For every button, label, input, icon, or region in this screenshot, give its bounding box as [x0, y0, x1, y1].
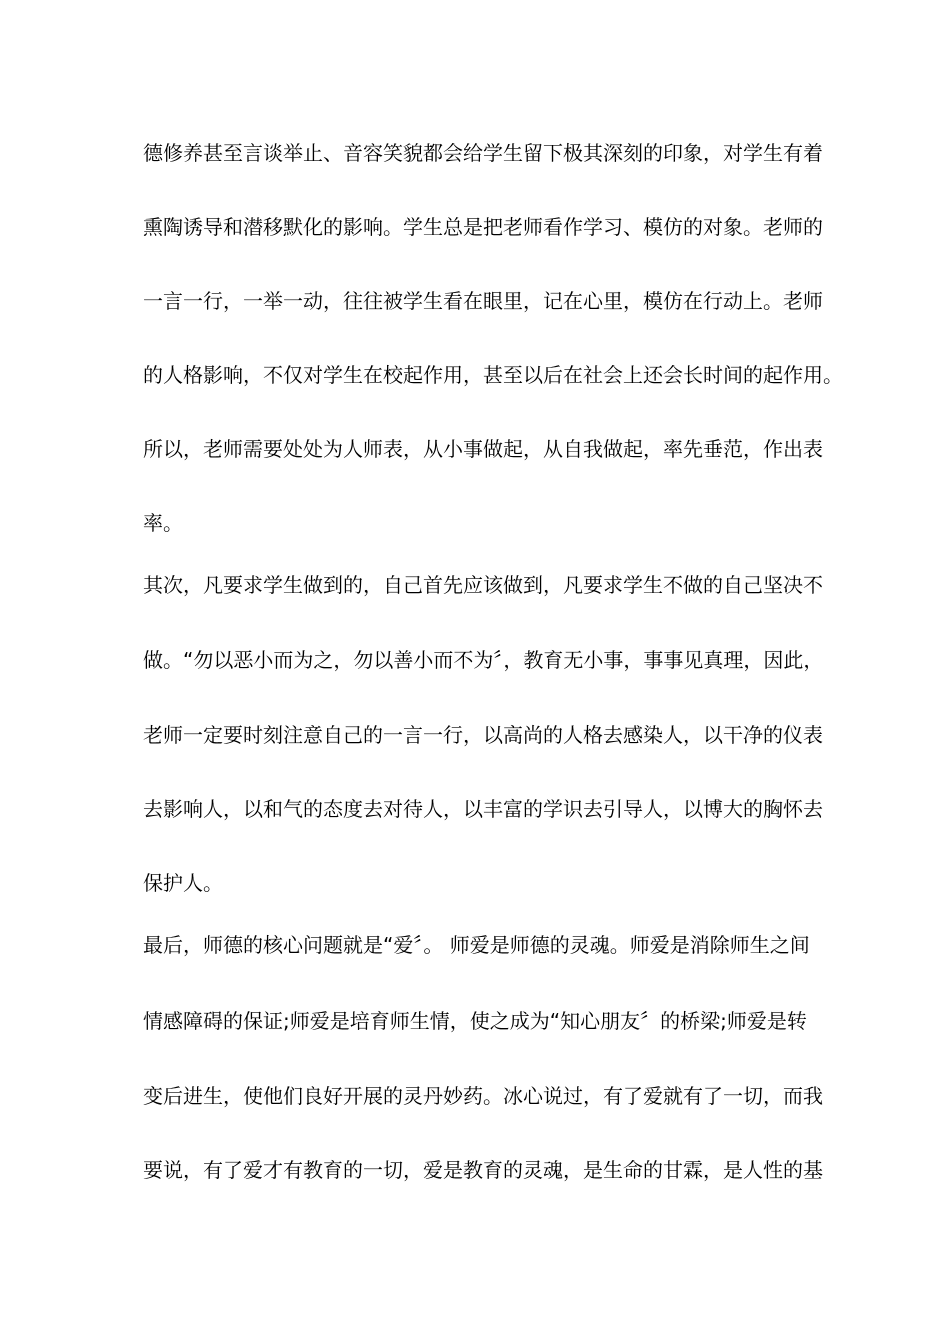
text-line: 德修养甚至言谈举止、音容笑貌都会给学生留下极其深刻的印象，对学生有着: [143, 141, 823, 165]
text-line: 最后，师德的核心问题就是“爱〞。 师爱是师德的灵魂。师爱是消除师生之间: [143, 933, 810, 957]
text-line: 变后进生，使他们良好开展的灵丹妙药。冰心说过，有了爱就有了一切，而我: [143, 1084, 823, 1108]
text-line: 保护人。: [143, 871, 223, 895]
text-line: 所以，老师需要处处为人师表，从小事做起，从自我做起，率先垂范，作出表: [143, 437, 823, 461]
text-line: 做。“勿以恶小而为之，勿以善小而不为〞，教育无小事，事事见真理，因此，: [143, 648, 824, 672]
text-line: 熏陶诱导和潜移默化的影响。学生总是把老师看作学习、模仿的对象。老师的: [143, 215, 823, 239]
text-line: 的人格影响，不仅对学生在校起作用，甚至以后在社会上还会长时间的起作用。: [143, 363, 843, 387]
text-line: 要说，有了爱才有教育的一切，爱是教育的灵魂，是生命的甘霖，是人性的基: [143, 1158, 823, 1182]
text-line: 情感障碍的保证;师爱是培育师生情，使之成为“知心朋友〞的桥梁;师爱是转: [143, 1009, 807, 1033]
text-line: 老师一定要时刻注意自己的一言一行，以高尚的人格去感染人，以干净的仪表: [143, 723, 823, 747]
text-line: 一言一行，一举一动，往往被学生看在眼里，记在心里，模仿在行动上。老师: [143, 289, 823, 313]
text-line: 率。: [143, 511, 183, 535]
text-line: 其次，凡要求学生做到的，自己首先应该做到，凡要求学生不做的自己坚决不: [143, 573, 823, 597]
text-line: 去影响人，以和气的态度去对待人，以丰富的学识去引导人，以博大的胸怀去: [143, 797, 823, 821]
